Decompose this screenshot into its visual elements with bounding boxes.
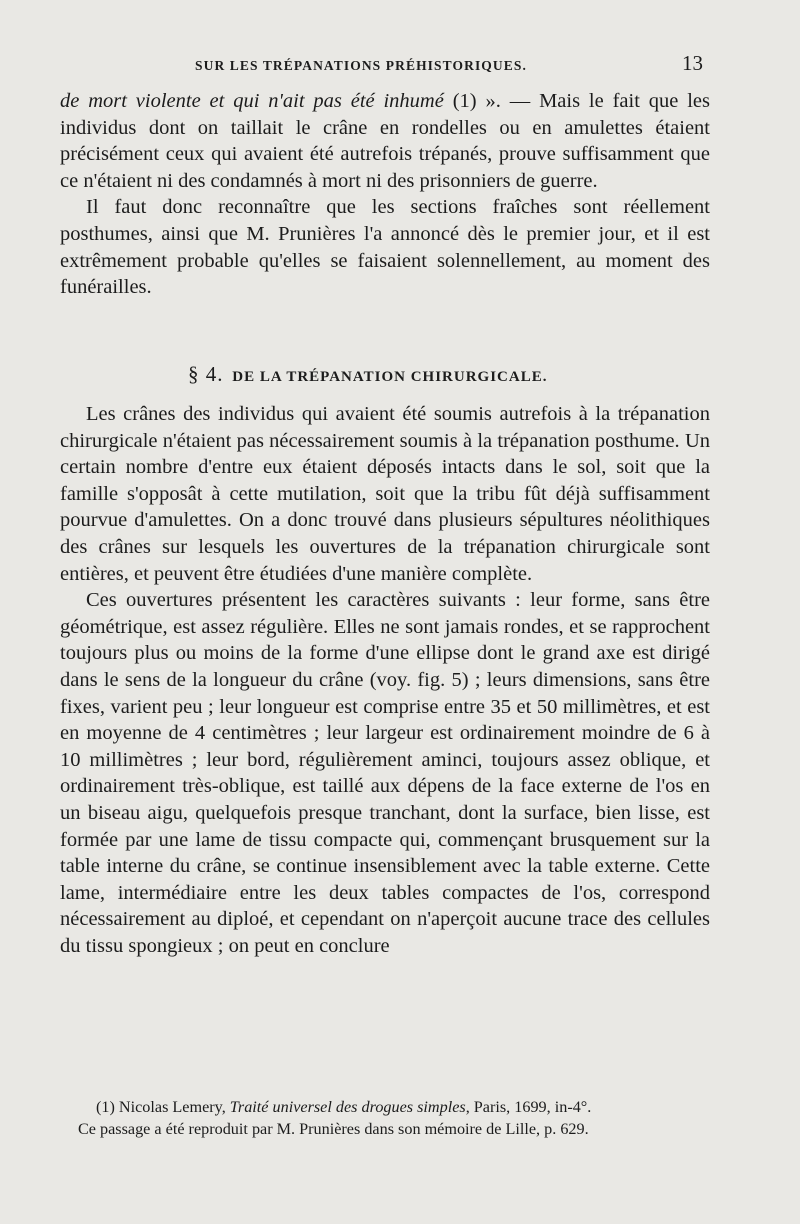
- section-heading: [188, 362, 547, 387]
- text-block-continuation: [60, 88, 710, 301]
- running-title: SUR LES TRÉPANATIONS PRÉHISTORIQUES.: [195, 58, 527, 73]
- text-block-section: [60, 401, 710, 959]
- paragraph-intact-skulls: Les crânes des individus qui avaient été soumis autrefois à la trépanation chirurgicale n'étaient pas nécessairement soumis à la trépanation posthume. Un certain nombre d'entre eux étaient déposés intacts dans le sol, soit que la famille s'opposât à cette mutilation, soit que la tribu fût déjà suffisamment pourvue d'amulettes. On a donc trouvé dans plusieurs sépultures néolithiques des crânes sur lesquels les ouvertures de la trépanation chirurgicale sont entières, et peuvent être étudiées d'une manière complète.: [60, 403, 710, 585]
- italic-quote: de mort violente et qui n'ait pas été inhumé: [60, 90, 444, 112]
- section-title: DE LA TRÉPANATION CHIRURGICALE.: [232, 369, 548, 385]
- paragraph-posthumous-sections: Il faut donc reconnaître que les sections fraîches sont réellement posthumes, ainsi que M. Prunières l'a annoncé dès le premier jour, et il est extrêmement probable qu'elles se faisaient solennellement, au moment des funérailles.: [60, 196, 710, 299]
- footnote-line-2: Ce passage a été reproduit par M. Prunières dans son mémoire de Lille, p. 629.: [78, 1120, 589, 1138]
- paragraph-text: (1) ». — Mais le fait que les individus dont on taillait le crâne en rondelles ou en amulettes étaient précisément ceux qui avaient été autrefois trépanés, prouve suffisamment que ce n'étaient ni des condamnés à mort ni des prisonniers de guerre.: [60, 90, 710, 192]
- section-number: § 4.: [188, 362, 224, 386]
- footnote-line: [78, 1096, 728, 1118]
- footnote-citation: , Paris, 1699, in-4°.: [465, 1098, 592, 1116]
- paragraph-continued: [60, 88, 710, 194]
- paragraph-opening-characteristics: Ces ouvertures présentent les caractères suivants : leur forme, sans être géométrique, est assez régulière. Elles ne sont jamais rondes, et se rapprochent toujours plus ou moins de la forme d'une ellipse dont le grand axe est dirigé dans le sens de la longueur du crâne (voy. fig. 5) ; leurs dimensions, sans être fixes, varient peu ; leur longueur est comprise entre 35 et 50 millimètres, et est en moyenne de 4 centimètres ; leur largeur est ordinairement moindre de 6 à 10 millimètres ; leur bord, régulièrement aminci, toujours assez oblique, et ordinairement très-oblique, est taillé aux dépens de la face externe de l'os en un biseau aigu, quelquefois presque tranchant, dont la surface, bien lisse, est formée par une lame de tissu compacte qui, commençant brusquement sur la table interne du crâne, se continue insensiblement avec la table externe. Cette lame, intermédiaire entre les deux tables compactes de l'os, correspond nécessairement au diploé, et cependant on n'aperçoit aucune trace des cellules du tissu spongieux ; on peut en conclure: [60, 589, 710, 957]
- page-number: 13: [682, 51, 703, 75]
- footnote-lead: (1) Nicolas Lemery,: [96, 1098, 230, 1116]
- footnote-title: Traité universel des drogues simples: [229, 1098, 466, 1116]
- footnote: [78, 1096, 728, 1140]
